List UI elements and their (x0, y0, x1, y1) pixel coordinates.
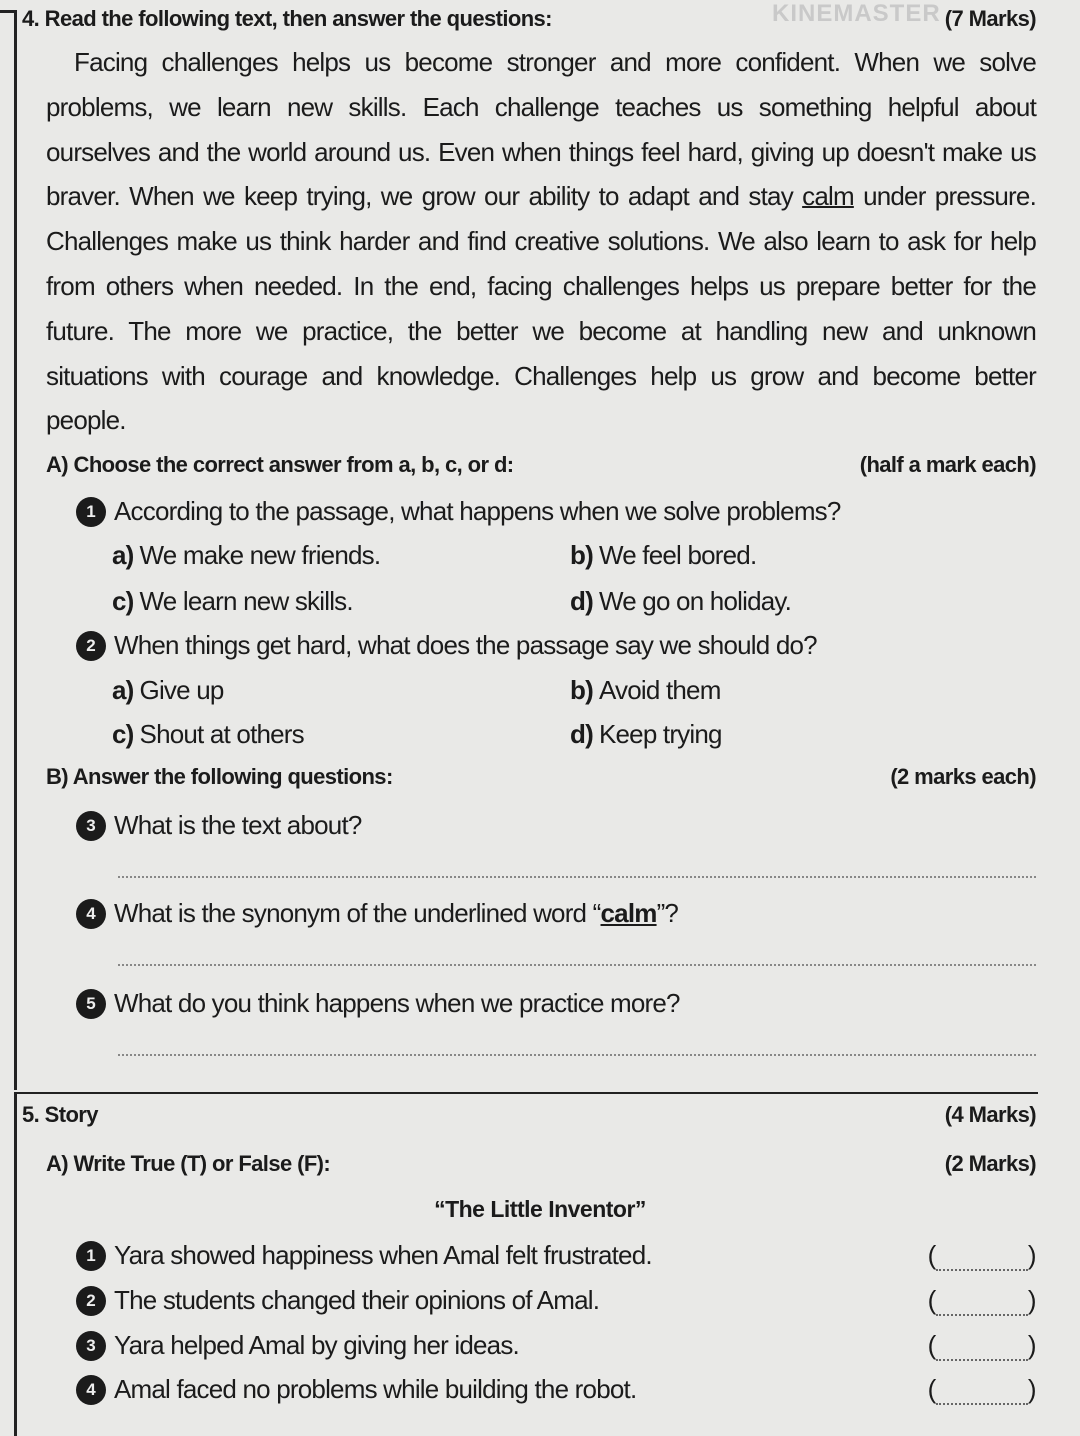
tf-answer-blank-3[interactable]: ( ) (927, 1330, 1036, 1360)
q2-option-a: a) Give up (112, 675, 224, 705)
question-number-badge: 4 (76, 899, 106, 929)
frame-left-border (14, 10, 17, 1090)
question-2 (76, 630, 817, 661)
q2-option-d: d) Keep trying (570, 719, 722, 749)
statement-number-badge: 1 (76, 1241, 106, 1271)
tf-statement-2 (76, 1285, 599, 1316)
passage-underlined-word: calm (802, 181, 854, 212)
reading-passage (46, 40, 1036, 443)
statement-text: The students changed their opinions of Amal. (114, 1285, 600, 1315)
tf-statement-1 (76, 1240, 652, 1271)
answer-line-q5[interactable] (118, 1054, 1036, 1056)
question-text: What is the text about? (114, 810, 362, 840)
question-text: What do you think happens when we practice more? (114, 988, 680, 1018)
q2-option-c: c) Shout at others (112, 719, 304, 749)
story-title: “The Little Inventor” (434, 1196, 646, 1222)
section5-heading: 5. Story (22, 1102, 98, 1127)
question-1 (76, 496, 841, 527)
question-4 (76, 898, 678, 929)
question-5 (76, 988, 680, 1019)
section4-marks: (7 Marks) (944, 6, 1036, 31)
section4-heading: 4. Read the following text, then answer the questions: (22, 6, 552, 31)
section-divider (14, 1092, 1038, 1094)
section5-partA-heading: A) Write True (T) or False (F): (46, 1151, 331, 1176)
partB-heading: B) Answer the following questions: (46, 764, 393, 789)
question-text: When things get hard, what does the passage say we should do? (114, 630, 817, 660)
tf-answer-blank-1[interactable]: ( ) (927, 1240, 1036, 1270)
watermark-text: KINEMASTER (772, 0, 941, 27)
question-text: What is the synonym of the underlined word “calm”? (114, 898, 679, 928)
tf-statement-4 (76, 1374, 636, 1405)
question-text: According to the passage, what happens when we solve problems? (114, 496, 841, 526)
question-number-badge: 3 (76, 811, 106, 841)
partA-marks: (half a mark each) (859, 452, 1036, 477)
statement-number-badge: 4 (76, 1375, 106, 1405)
partA-heading: A) Choose the correct answer from a, b, c, or d: (46, 452, 514, 477)
section5-partA-marks: (2 Marks) (944, 1151, 1036, 1176)
statement-text: Yara helped Amal by giving her ideas. (114, 1330, 519, 1360)
q1-option-a: a) We make new friends. (112, 540, 381, 570)
question-number-badge: 5 (76, 989, 106, 1019)
section5-left-border (14, 1094, 17, 1436)
tf-answer-blank-2[interactable]: ( ) (927, 1285, 1036, 1315)
question-number-badge: 2 (76, 631, 106, 661)
answer-line-q3[interactable] (118, 876, 1036, 878)
passage-text-part1: Facing challenges helps us become stronger and more confident. When we solve problems, we learn new skills. Each challenge teaches us something helpful about ourselves and the world around us. Even when things feel hard, giving up doesn't make us braver. When we keep trying, we grow our ability to adapt and stay (46, 47, 1036, 212)
tf-statement-3 (76, 1330, 519, 1361)
question-3 (76, 810, 362, 841)
q1-option-c: c) We learn new skills. (112, 586, 353, 616)
answer-line-q4[interactable] (118, 964, 1036, 966)
passage-text-part2: under pressure. Challenges make us think harder and find creative solutions. We also learn to ask for help from others when needed. In the end, facing challenges helps us prepare better for the future. The more we practice, the better we become at handling new and unknown situations with courage and knowledge. Challenges help us grow and become better people. (46, 181, 1036, 436)
section5-marks: (4 Marks) (944, 1102, 1036, 1127)
q1-option-b: b) We feel bored. (570, 540, 757, 570)
partB-marks: (2 marks each) (890, 764, 1036, 789)
statement-number-badge: 2 (76, 1286, 106, 1316)
q2-option-b: b) Avoid them (570, 675, 721, 705)
statement-text: Amal faced no problems while building the robot. (114, 1374, 637, 1404)
tf-answer-blank-4[interactable]: ( ) (927, 1374, 1036, 1404)
statement-text: Yara showed happiness when Amal felt frustrated. (114, 1240, 652, 1270)
q1-option-d: d) We go on holiday. (570, 586, 792, 616)
statement-number-badge: 3 (76, 1331, 106, 1361)
question-number-badge: 1 (76, 497, 106, 527)
